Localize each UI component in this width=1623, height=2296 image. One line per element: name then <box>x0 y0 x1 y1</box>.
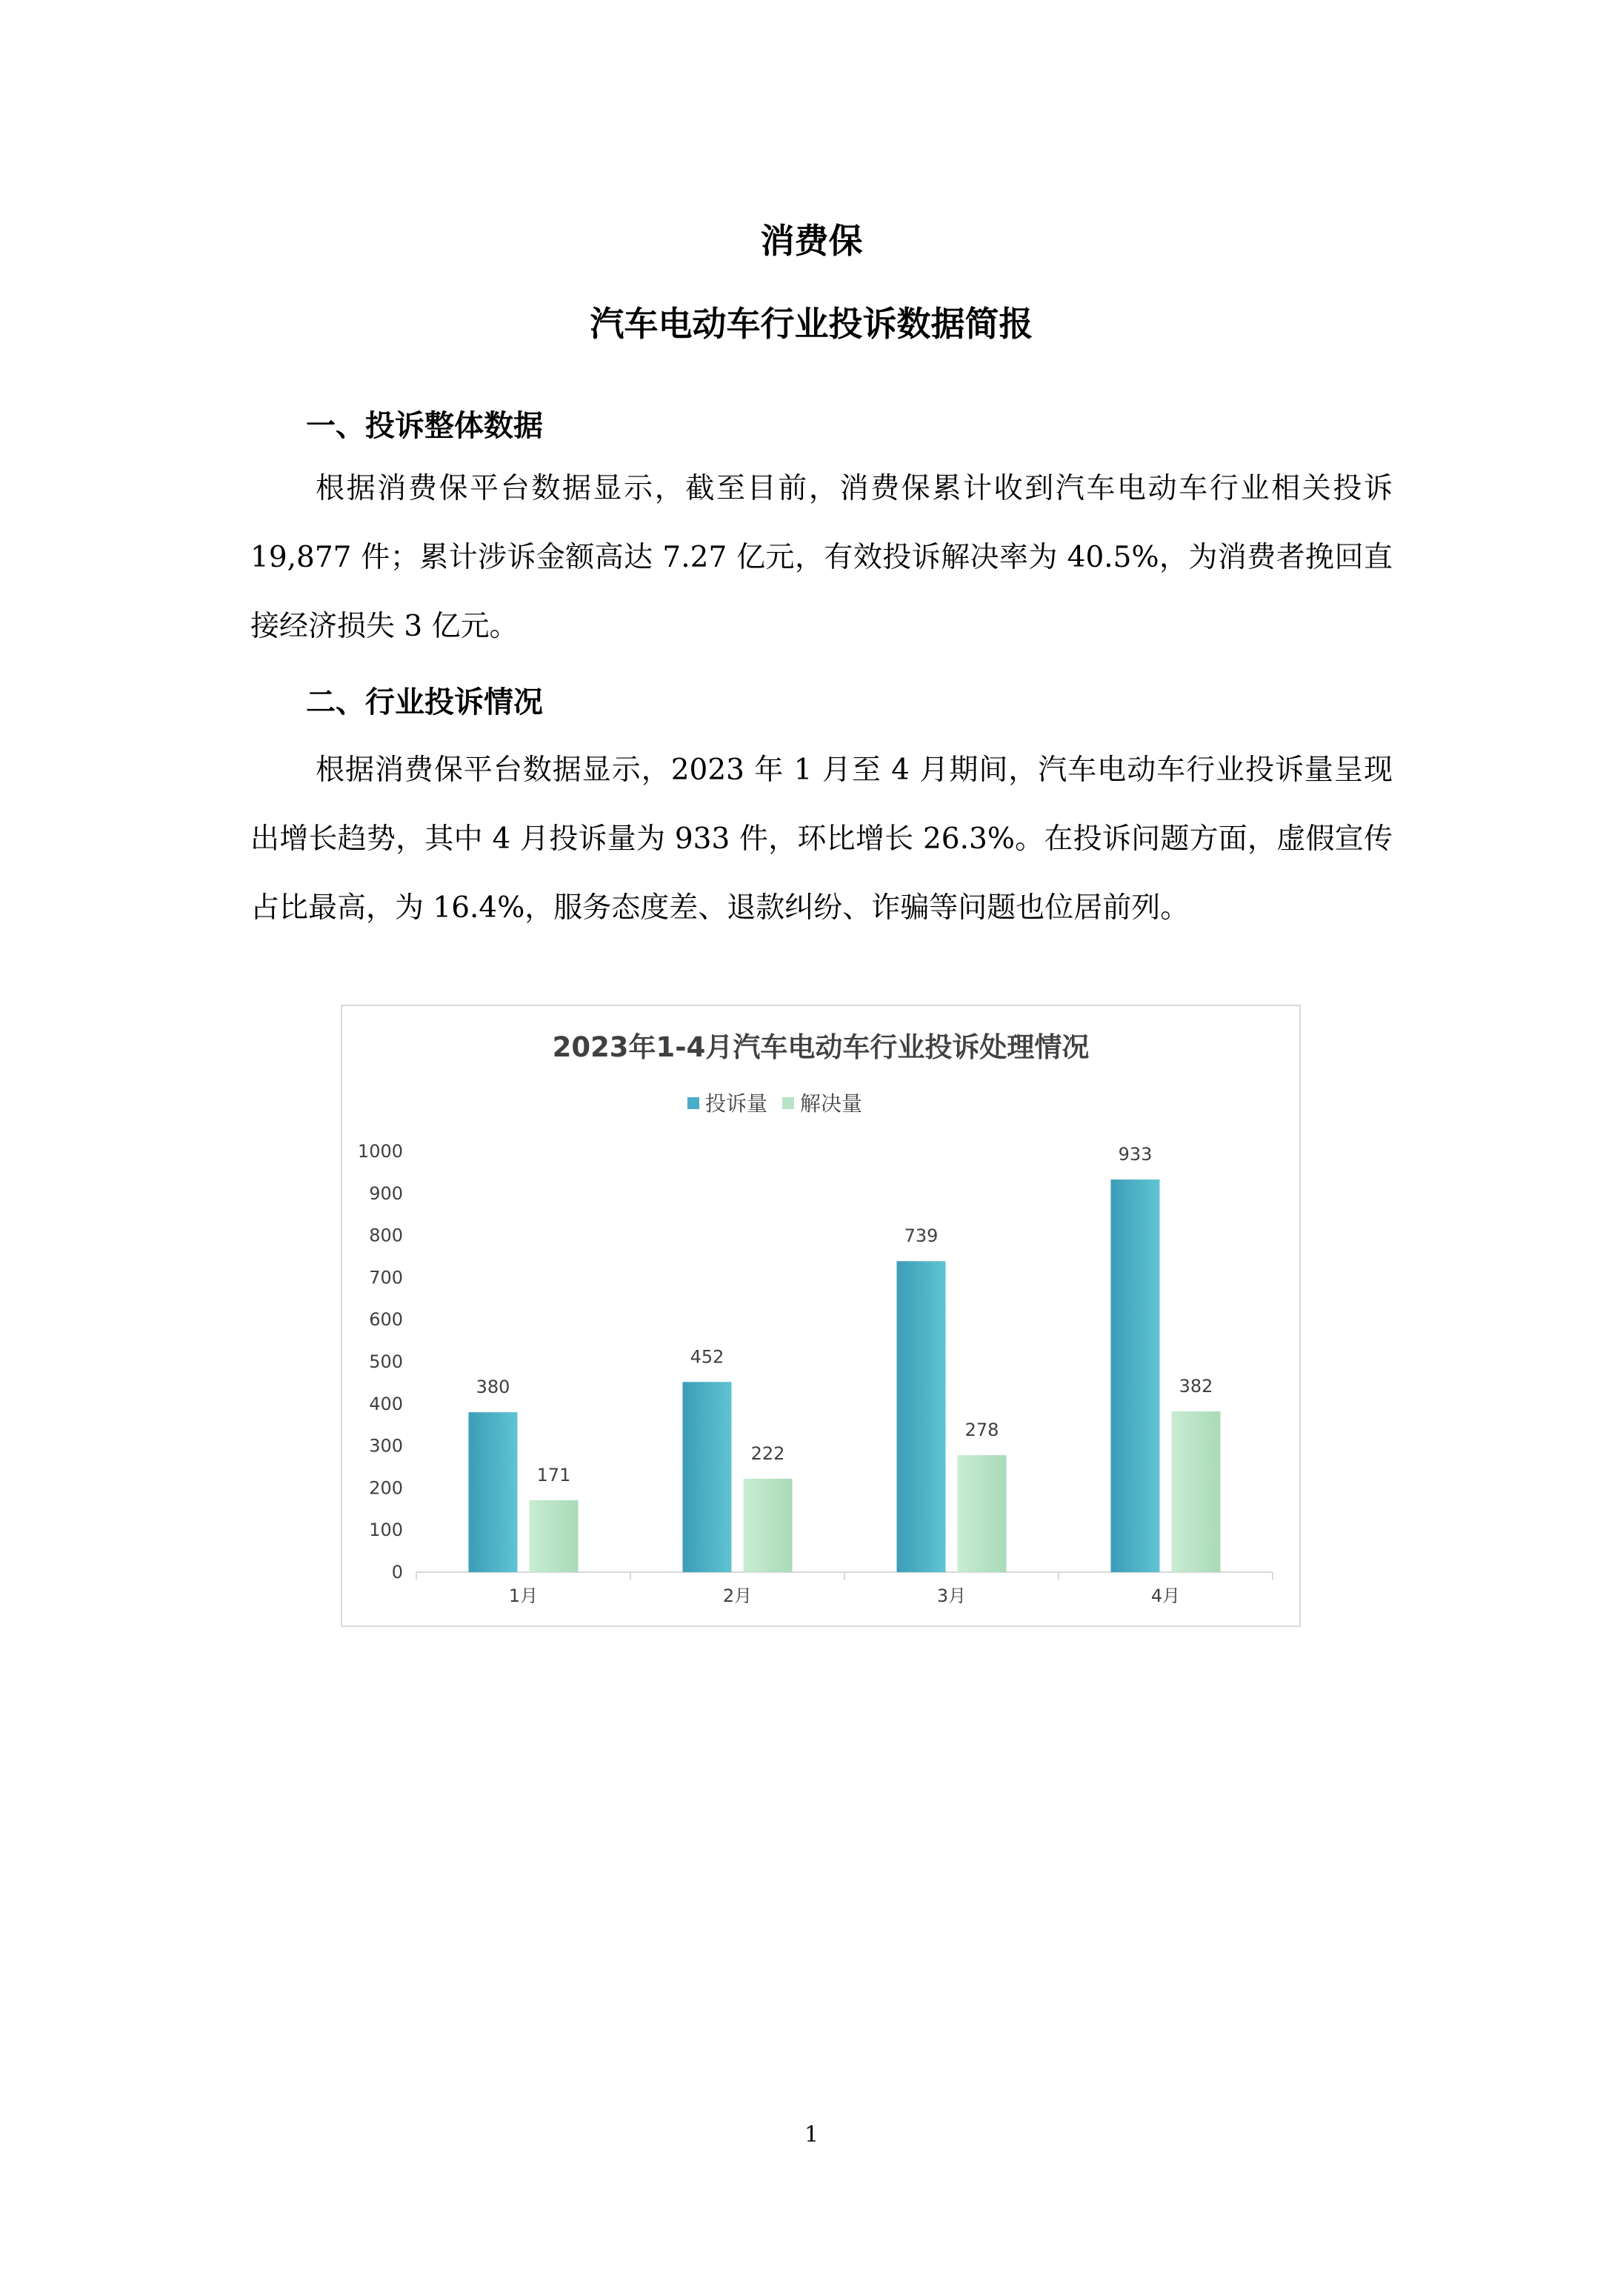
chart-title: 2023年1-4月汽车电动车行业投诉处理情况 <box>552 1031 1090 1063</box>
x-tick-label: 1月 <box>508 1585 539 1606</box>
data-label: 278 <box>964 1420 999 1441</box>
bar-complaints-1 <box>469 1412 518 1572</box>
data-label: 739 <box>904 1225 939 1247</box>
y-tick-label: 800 <box>369 1225 403 1246</box>
x-tick-label: 3月 <box>936 1585 967 1606</box>
section-paragraph-industry: 根据消费保平台数据显示，2023 年 1 月至 4 月期间，汽车电动车行业投诉量呈现出增长趋势，其中 4 月投诉量为 933 件，环比增长 26.3%。在投诉问题方面，虚假宣传占比最高，为 16.4%，服务态度差、退款纠纷、诈骗等问题也位居前列。 <box>250 753 1393 925</box>
legend-swatch-1 <box>687 1097 699 1109</box>
chart-canvas <box>342 1006 1299 1625</box>
data-label: 382 <box>1179 1376 1213 1397</box>
y-tick-label: 700 <box>369 1267 403 1288</box>
y-tick-label: 100 <box>369 1520 403 1541</box>
bar-resolved-1 <box>530 1500 579 1572</box>
bar-resolved-2 <box>744 1479 793 1572</box>
y-tick-label: 500 <box>369 1351 403 1372</box>
x-tick-label: 2月 <box>722 1585 753 1606</box>
data-label: 933 <box>1118 1144 1153 1165</box>
bar-complaints-4 <box>1111 1179 1160 1572</box>
y-tick-label: 600 <box>369 1309 403 1331</box>
bar-resolved-3 <box>958 1455 1007 1572</box>
y-tick-label: 1000 <box>357 1141 403 1162</box>
document-subtitle: 汽车电动车行业投诉数据简报 <box>590 304 1033 344</box>
data-label: 171 <box>536 1464 571 1485</box>
bar-complaints-3 <box>897 1261 946 1572</box>
chart-legend <box>687 1091 862 1116</box>
legend-label-2: 解决量 <box>800 1091 863 1116</box>
y-tick-label: 300 <box>369 1435 403 1457</box>
data-label: 222 <box>750 1443 785 1464</box>
y-tick-label: 400 <box>369 1393 403 1414</box>
data-label: 452 <box>690 1346 724 1368</box>
complaint-chart <box>341 1005 1301 1627</box>
section-heading-overall: 一、投诉整体数据 <box>306 409 543 443</box>
x-tick-label: 4月 <box>1150 1585 1181 1606</box>
section-paragraph-overall: 根据消费保平台数据显示，截至目前，消费保累计收到汽车电动车行业相关投诉 19,877 件；累计涉诉金额高达 7.27 亿元，有效投诉解决率为 40.5%，为消费者挽回直接经济损失 3 亿元。 <box>250 472 1393 643</box>
y-tick-label: 0 <box>391 1562 403 1583</box>
bar-complaints-2 <box>683 1382 732 1572</box>
bar-resolved-4 <box>1172 1411 1221 1572</box>
y-tick-label: 900 <box>369 1182 403 1204</box>
legend-swatch-2 <box>782 1097 794 1109</box>
legend-label-1: 投诉量 <box>705 1091 768 1116</box>
page-number: 1 <box>804 2122 819 2148</box>
document-title: 消费保 <box>760 221 863 261</box>
data-label: 380 <box>476 1377 510 1398</box>
chart-bars <box>469 1144 1221 1572</box>
section-heading-industry: 二、行业投诉情况 <box>306 685 543 719</box>
y-tick-label: 200 <box>369 1477 403 1499</box>
